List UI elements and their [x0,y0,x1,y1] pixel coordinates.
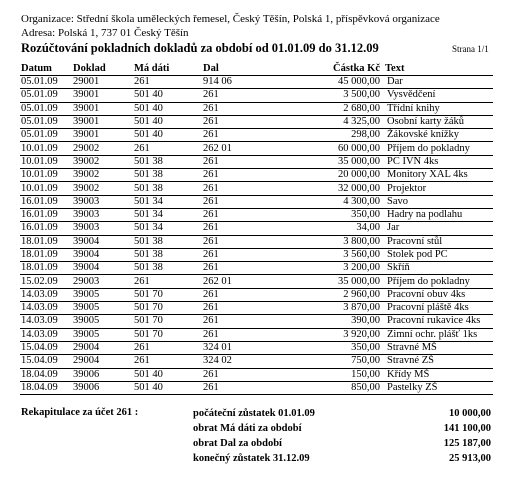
amount-cell: 3 500,00 [269,89,384,102]
debit-cell: 261 [133,142,202,155]
amount-cell: 4 325,00 [269,115,384,128]
text-cell: Vysvědčení [384,89,493,102]
credit-cell: 261 [202,195,269,208]
credit-cell: 261 [202,235,269,248]
recap-row [193,436,493,451]
debit-cell: 501 34 [133,208,202,221]
amount-cell: 32 000,00 [269,182,384,195]
text-cell: Pracovní stůl [384,235,493,248]
text-cell: Hadry na podlahu [384,208,493,221]
text-cell: Savo [384,195,493,208]
text-cell: Skříň [384,262,493,275]
document-cell: 39004 [72,235,133,248]
table-row [20,341,493,354]
table-row [20,288,493,301]
debit-cell: 501 40 [133,381,202,394]
document-cell: 39003 [72,222,133,235]
text-cell: Stravné ZŠ [384,355,493,368]
debit-cell: 501 40 [133,368,202,381]
document-cell: 29002 [72,142,133,155]
document-cell: 39002 [72,169,133,182]
text-cell: Osobní karty žáků [384,115,493,128]
text-cell: Pracovní obuv 4ks [384,288,493,301]
debit-cell: 501 38 [133,235,202,248]
table-row [20,129,493,142]
text-cell: Stravné MŠ [384,341,493,354]
recap-item-label: počáteční zůstatek 01.01.09 [193,407,315,419]
recap-item-value: 10 000,00 [449,407,491,419]
table-header-row [20,63,493,76]
document-cell: 39006 [72,381,133,394]
amount-cell: 60 000,00 [269,142,384,155]
amount-cell: 34,00 [269,222,384,235]
text-cell: Příjem do pokladny [384,142,493,155]
credit-cell: 261 [202,208,269,221]
table-row [20,355,493,368]
amount-cell: 3 800,00 [269,235,384,248]
credit-cell: 261 [202,315,269,328]
document-cell: 39006 [72,368,133,381]
amount-cell: 20 000,00 [269,169,384,182]
debit-cell: 501 40 [133,129,202,142]
table-row [20,89,493,102]
date-cell: 18.01.09 [20,262,72,275]
credit-cell: 261 [202,248,269,261]
column-header-credit: Dal [202,63,269,76]
date-cell: 14.03.09 [20,302,72,315]
table-row [20,302,493,315]
amount-cell: 3 560,00 [269,248,384,261]
debit-cell: 501 38 [133,169,202,182]
table-row [20,222,493,235]
recap-row [193,421,493,436]
date-cell: 18.01.09 [20,235,72,248]
credit-cell: 261 [202,262,269,275]
report-title: Rozúčtování pokladních dokladů za období od 01.01.09 do 31.12.09 [21,41,379,55]
debit-cell: 501 40 [133,115,202,128]
recap-item-value: 25 913,00 [449,453,491,465]
date-cell: 16.01.09 [20,208,72,221]
credit-cell: 261 [202,169,269,182]
date-cell: 16.01.09 [20,222,72,235]
recap-item-label: obrat Má dáti za období [193,422,302,434]
table-row [20,76,493,89]
document-cell: 29004 [72,355,133,368]
page-number: Strana 1/1 [452,44,489,54]
debit-cell: 261 [133,355,202,368]
amount-cell: 850,00 [269,381,384,394]
amount-cell: 35 000,00 [269,275,384,288]
address-line: Adresa: Polská 1, 737 01 Český Těšín [21,27,189,39]
amount-cell: 750,00 [269,355,384,368]
amount-cell: 2 960,00 [269,288,384,301]
text-cell: Zimní ochr. plášť 1ks [384,328,493,341]
document-cell: 39005 [72,288,133,301]
document-cell: 39004 [72,262,133,275]
date-cell: 15.04.09 [20,341,72,354]
amount-cell: 390,00 [269,315,384,328]
amount-cell: 35 000,00 [269,155,384,168]
table-row [20,195,493,208]
recap-item-label: obrat Dal za období [193,437,282,449]
debit-cell: 501 70 [133,302,202,315]
document-cell: 39005 [72,302,133,315]
date-cell: 05.01.09 [20,89,72,102]
document-cell: 39004 [72,248,133,261]
table-row [20,368,493,381]
debit-cell: 501 38 [133,182,202,195]
recap-row [193,452,493,467]
document-cell: 39001 [72,102,133,115]
credit-cell: 261 [202,182,269,195]
credit-cell: 261 [202,368,269,381]
document-cell: 39002 [72,155,133,168]
debit-cell: 501 34 [133,222,202,235]
amount-cell: 4 300,00 [269,195,384,208]
recap-item-value: 125 187,00 [443,437,491,449]
date-cell: 10.01.09 [20,182,72,195]
recap-table [193,406,493,467]
date-cell: 10.01.09 [20,155,72,168]
debit-cell: 501 40 [133,102,202,115]
table-row [20,102,493,115]
date-cell: 14.03.09 [20,315,72,328]
column-header-text: Text [384,63,493,76]
credit-cell: 262 01 [202,142,269,155]
credit-cell: 261 [202,89,269,102]
debit-cell: 501 40 [133,89,202,102]
amount-cell: 350,00 [269,208,384,221]
document-cell: 39001 [72,89,133,102]
credit-cell: 261 [202,129,269,142]
text-cell: Křídy MŠ [384,368,493,381]
text-cell: Dar [384,76,493,89]
document-cell: 39003 [72,195,133,208]
table-row [20,315,493,328]
credit-cell: 324 02 [202,355,269,368]
date-cell: 15.04.09 [20,355,72,368]
credit-cell: 261 [202,115,269,128]
recap-item-value: 141 100,00 [443,422,491,434]
text-cell: Projektor [384,182,493,195]
document-cell: 39001 [72,129,133,142]
date-cell: 05.01.09 [20,76,72,89]
table-row [20,235,493,248]
table-row [20,262,493,275]
date-cell: 05.01.09 [20,115,72,128]
date-cell: 18.01.09 [20,248,72,261]
debit-cell: 501 38 [133,155,202,168]
table-row [20,248,493,261]
document-cell: 39003 [72,208,133,221]
text-cell: Pracovní rukavice 4ks [384,315,493,328]
date-cell: 18.04.09 [20,368,72,381]
cash-documents-table [20,63,493,395]
date-cell: 14.03.09 [20,288,72,301]
column-header-document: Doklad [72,63,133,76]
document-cell: 29004 [72,341,133,354]
debit-cell: 261 [133,341,202,354]
document-cell: 39002 [72,182,133,195]
table-row [20,381,493,394]
text-cell: Pracovní pláště 4ks [384,302,493,315]
credit-cell: 261 [202,222,269,235]
date-cell: 10.01.09 [20,169,72,182]
text-cell: PC IVN 4ks [384,155,493,168]
credit-cell: 261 [202,328,269,341]
text-cell: Pastelky ZŠ [384,381,493,394]
credit-cell: 262 01 [202,275,269,288]
debit-cell: 261 [133,275,202,288]
debit-cell: 501 70 [133,328,202,341]
debit-cell: 501 70 [133,315,202,328]
recap-label: Rekapitulace za účet 261 : [21,407,139,418]
date-cell: 18.04.09 [20,381,72,394]
date-cell: 16.01.09 [20,195,72,208]
credit-cell: 261 [202,102,269,115]
table-row [20,328,493,341]
table-row [20,142,493,155]
recap-row [193,406,493,421]
amount-cell: 3 200,00 [269,262,384,275]
recap-item-label: konečný zůstatek 31.12.09 [193,453,310,465]
text-cell: Jar [384,222,493,235]
date-cell: 15.02.09 [20,275,72,288]
debit-cell: 501 38 [133,262,202,275]
amount-cell: 150,00 [269,368,384,381]
document-cell: 29001 [72,76,133,89]
amount-cell: 3 870,00 [269,302,384,315]
document-cell: 39001 [72,115,133,128]
debit-cell: 501 34 [133,195,202,208]
credit-cell: 914 06 [202,76,269,89]
text-cell: Žákovské knížky [384,129,493,142]
amount-cell: 45 000,00 [269,76,384,89]
credit-cell: 324 01 [202,341,269,354]
credit-cell: 261 [202,155,269,168]
date-cell: 14.03.09 [20,328,72,341]
column-header-date: Datum [20,63,72,76]
organization-line: Organizace: Střední škola uměleckých řemesel, Český Těšín, Polská 1, příspěvková organizace [21,13,440,25]
text-cell: Stolek pod PC [384,248,493,261]
table-row [20,275,493,288]
amount-cell: 3 920,00 [269,328,384,341]
table-row [20,208,493,221]
debit-cell: 261 [133,76,202,89]
text-cell: Třídní knihy [384,102,493,115]
debit-cell: 501 70 [133,288,202,301]
credit-cell: 261 [202,302,269,315]
text-cell: Monitory XAL 4ks [384,169,493,182]
table-row [20,155,493,168]
amount-cell: 350,00 [269,341,384,354]
credit-cell: 261 [202,381,269,394]
column-header-amount: Částka Kč [269,63,384,76]
date-cell: 05.01.09 [20,129,72,142]
amount-cell: 298,00 [269,129,384,142]
table-row [20,169,493,182]
document-cell: 39005 [72,315,133,328]
text-cell: Příjem do pokladny [384,275,493,288]
table-row [20,182,493,195]
credit-cell: 261 [202,288,269,301]
table-row [20,115,493,128]
date-cell: 05.01.09 [20,102,72,115]
document-cell: 39005 [72,328,133,341]
amount-cell: 2 680,00 [269,102,384,115]
column-header-debit: Má dáti [133,63,202,76]
document-cell: 29003 [72,275,133,288]
debit-cell: 501 38 [133,248,202,261]
date-cell: 10.01.09 [20,142,72,155]
